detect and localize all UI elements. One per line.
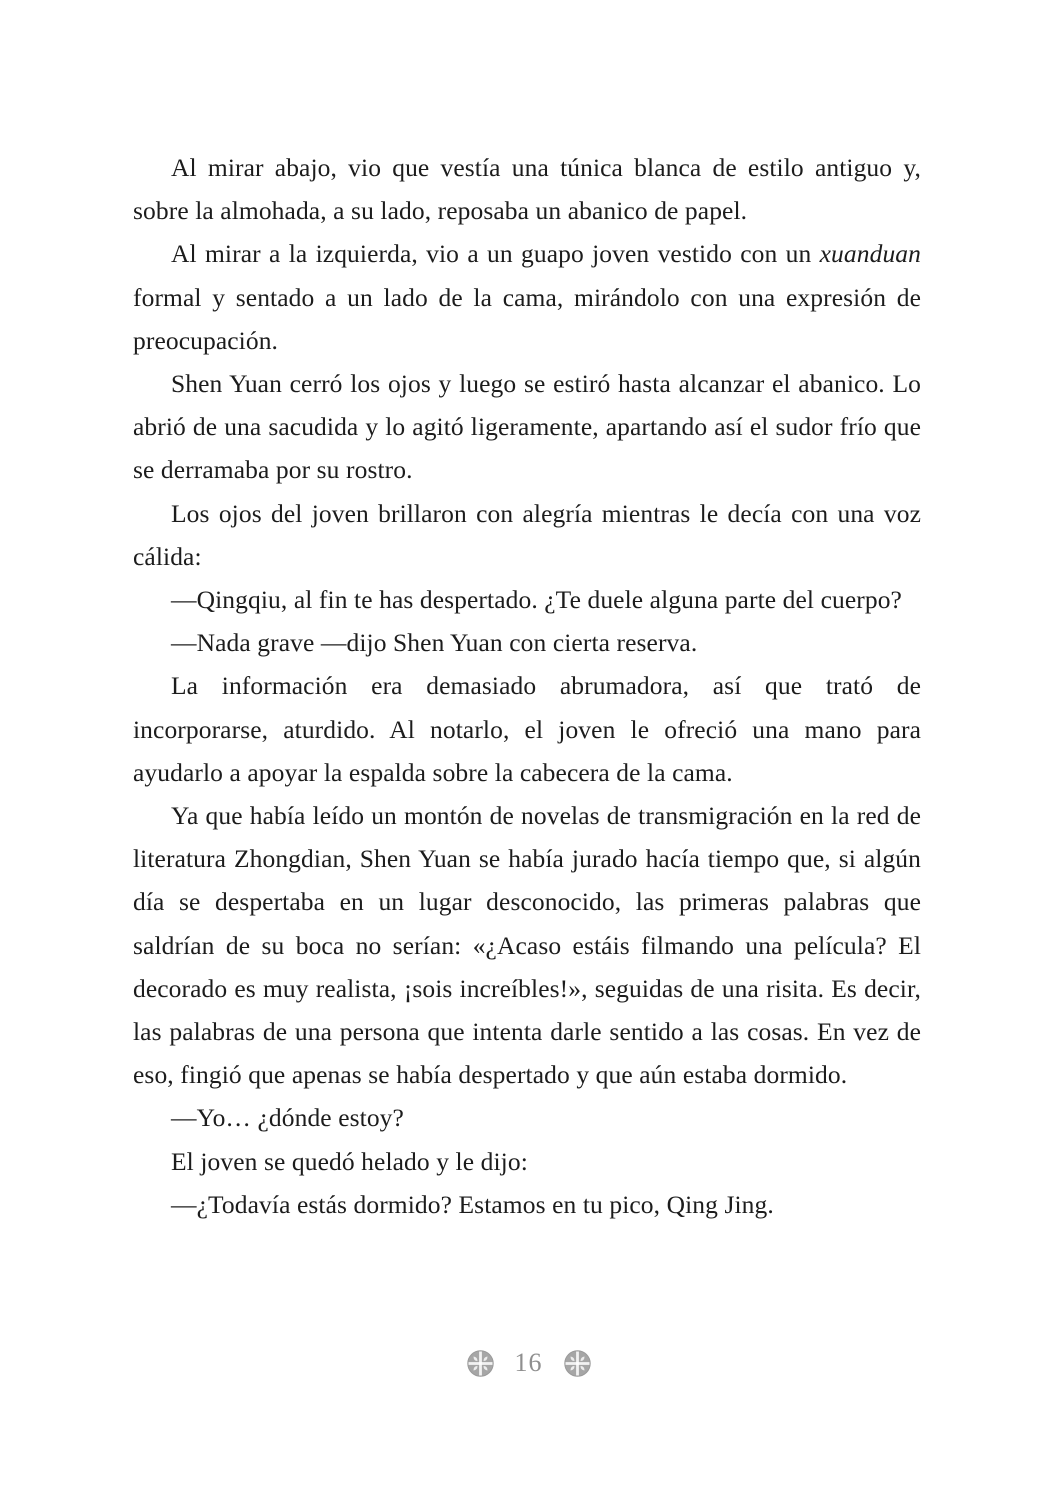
text-run: —Yo… ¿dónde estoy? — [171, 1103, 404, 1133]
paragraph — [133, 621, 921, 664]
text-run: La información era demasiado abrumadora, así que trató de incorporarse, aturdido. Al notarlo, el joven le ofreció una mano para ayudarlo a apoyar la espalda sobre la cabecera de la cama. — [133, 671, 921, 787]
text-run: Al mirar abajo, vio que vestía una túnica blanca de estilo antiguo y, sobre la almohada, a su lado, reposaba un abanico de papel. — [133, 153, 921, 226]
text-run: —¿Todavía estás dormido? Estamos en tu pico, Qing Jing. — [171, 1189, 774, 1219]
text-run: Los ojos del joven brillaron con alegría mientras le decía con una voz cálida: — [133, 498, 921, 571]
page-footer — [0, 1348, 1057, 1378]
text-run: —Nada grave —dijo Shen Yuan con cierta reserva. — [171, 628, 698, 658]
paragraph — [133, 362, 921, 492]
text-run: —Qingqiu, al fin te has despertado. ¿Te duele alguna parte del cuerpo? — [171, 585, 902, 615]
text-run: Ya que había leído un montón de novelas de transmigración en la red de literatura Zhongdian, Shen Yuan se había jurado hacía tiempo que, si algún día se despertaba en un lugar desconocido, las primeras palabras que saldrían de su boca no serían: «¿Acaso estáis filmando una película? El decorado es muy realista, ¡sois increíbles!», seguidas de una risita. Es decir, las palabras de una persona que intenta darle sentido a las cosas. En vez de eso, fingió que apenas se había despertado y que aún estaba dormido. — [133, 801, 921, 1090]
medallion-icon — [467, 1350, 494, 1377]
text-run: Al mirar a la izquierda, vio a un guapo joven vestido con un — [171, 239, 820, 269]
paragraph — [133, 1140, 921, 1183]
paragraph — [133, 578, 921, 621]
medallion-icon — [564, 1350, 591, 1377]
paragraph — [133, 232, 921, 362]
italic-term: xuanduan — [819, 239, 921, 269]
paragraph — [133, 492, 921, 578]
text-run: Shen Yuan cerró los ojos y luego se estiró hasta alcanzar el abanico. Lo abrió de una sacudida y lo agitó ligeramente, apartando así el sudor frío que se derramaba por su rostro. — [133, 369, 921, 485]
text-block — [133, 146, 921, 1226]
text-run: formal y sentado a un lado de la cama, mirándolo con una expresión de preocupación. — [133, 282, 921, 355]
paragraph — [133, 794, 921, 1096]
paragraph — [133, 1096, 921, 1139]
paragraph — [133, 146, 921, 232]
paragraph — [133, 664, 921, 794]
paragraph — [133, 1183, 921, 1226]
page-number: 16 — [514, 1348, 543, 1377]
text-run: El joven se quedó helado y le dijo: — [171, 1146, 528, 1176]
